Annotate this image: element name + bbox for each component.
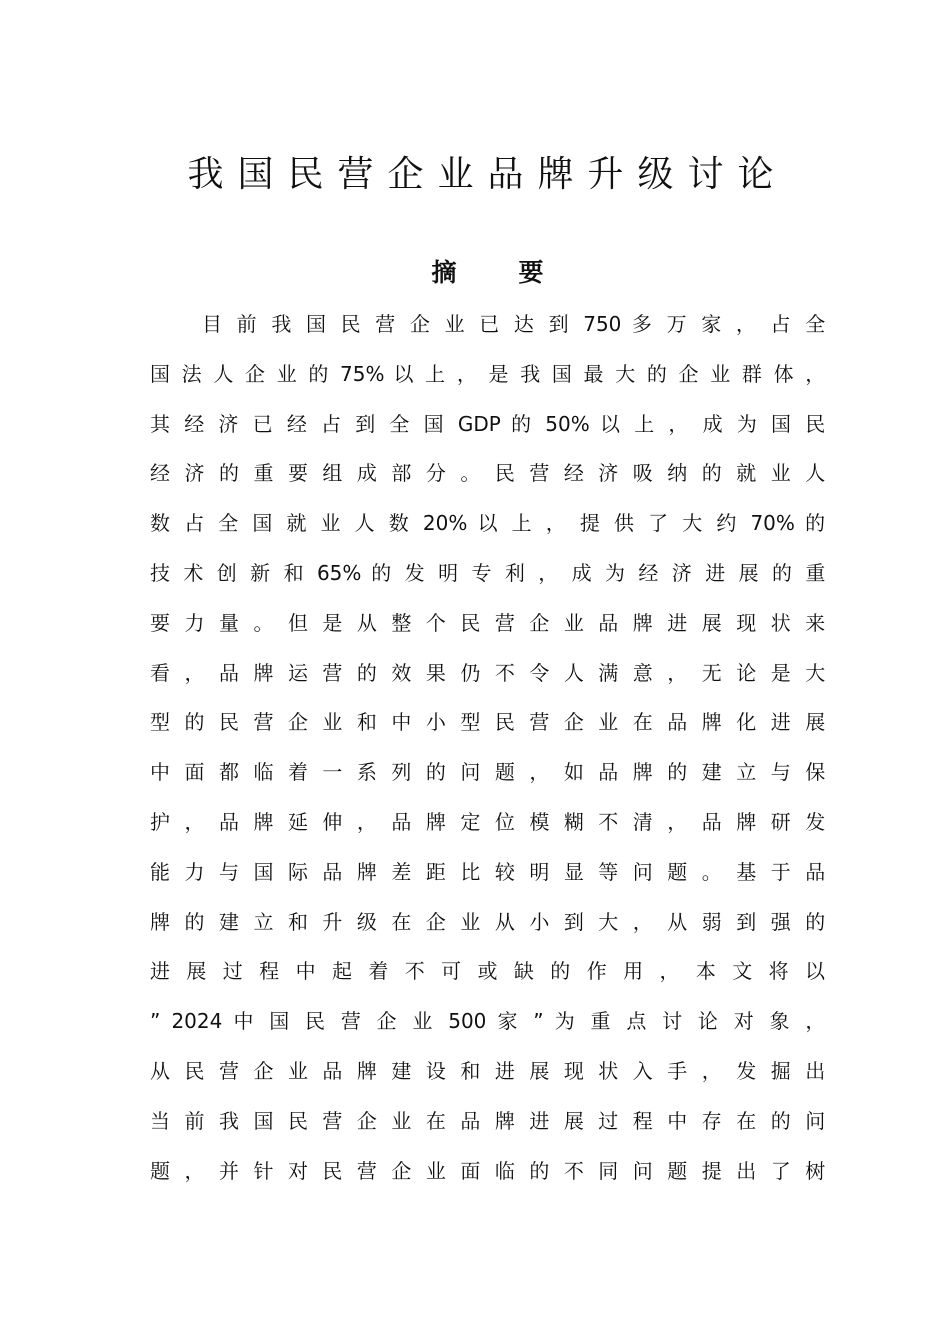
abstract-line-10: 中 面 都 临 着 一 系 列 的 问 题 ， 如 品 牌 的 建 立 与 保 [150, 760, 826, 785]
abstract-line-16: 从 民 营 企 业 品 牌 建 设 和 进 展 现 状 入 手 ， 发 掘 出 [150, 1058, 826, 1083]
abstract-line-3: 其 经 济 已 经 占 到 全 国 GDP 的 50% 以 上 ， 成 为 国 民 [150, 411, 826, 436]
abstract-line-2: 国 法 人 企 业 的 75% 以 上 ， 是 我 国 最 大 的 企 业 群 体 ， [150, 361, 826, 386]
abstract-body [150, 304, 825, 1200]
abstract-line-14: 进 展 过 程 中 起 着 不 可 或 缺 的 作 用 ， 本 文 将 以 [150, 959, 826, 984]
abstract-line-7: 要 力 量 。 但 是 从 整 个 民 营 企 业 品 牌 进 展 现 状 来 [150, 610, 826, 635]
abstract-heading-right: 要 [518, 258, 544, 287]
abstract-line-8: 看 ， 品 牌 运 营 的 效 果 仍 不 令 人 满 意 ， 无 论 是 大 [150, 660, 826, 685]
abstract-line-4: 经 济 的 重 要 组 成 部 分 。 民 营 经 济 吸 纳 的 就 业 人 [150, 461, 826, 486]
abstract-line-12: 能 力 与 国 际 品 牌 差 距 比 较 明 显 等 问 题 。 基 于 品 [150, 859, 826, 884]
document-title: 我国民营企业品牌升级讨论 [187, 154, 788, 195]
abstract-heading-left: 摘 [431, 258, 457, 287]
abstract-line-15: ” 2024 中 国 民 营 企 业 500 家 ” 为 重 点 讨 论 对 象 ， [150, 1009, 826, 1034]
abstract-line-6: 技 术 创 新 和 65% 的 发 明 专 利 ， 成 为 经 济 进 展 的 重 [150, 560, 826, 585]
abstract-line-11: 护 ， 品 牌 延 伸 ， 品 牌 定 位 模 糊 不 清 ， 品 牌 研 发 [150, 809, 826, 834]
abstract-line-9: 型 的 民 营 企 业 和 中 小 型 民 营 企 业 在 品 牌 化 进 展 [150, 710, 826, 735]
abstract-line-1: 目 前 我 国 民 营 企 业 已 达 到 750 多 万 家 ， 占 全 [202, 312, 826, 336]
abstract-line-5: 数 占 全 国 就 业 人 数 20% 以 上 ， 提 供 了 大 约 70% 的 [150, 511, 826, 536]
abstract-line-18: 题 ， 并 针 对 民 营 企 业 面 临 的 不 同 问 题 提 出 了 树 [150, 1158, 826, 1183]
abstract-heading [150, 255, 825, 291]
abstract-line-17: 当 前 我 国 民 营 企 业 在 品 牌 进 展 过 程 中 存 在 的 问 [150, 1108, 826, 1133]
abstract-line-13: 牌 的 建 立 和 升 级 在 企 业 从 小 到 大 ， 从 弱 到 强 的 [150, 909, 826, 934]
